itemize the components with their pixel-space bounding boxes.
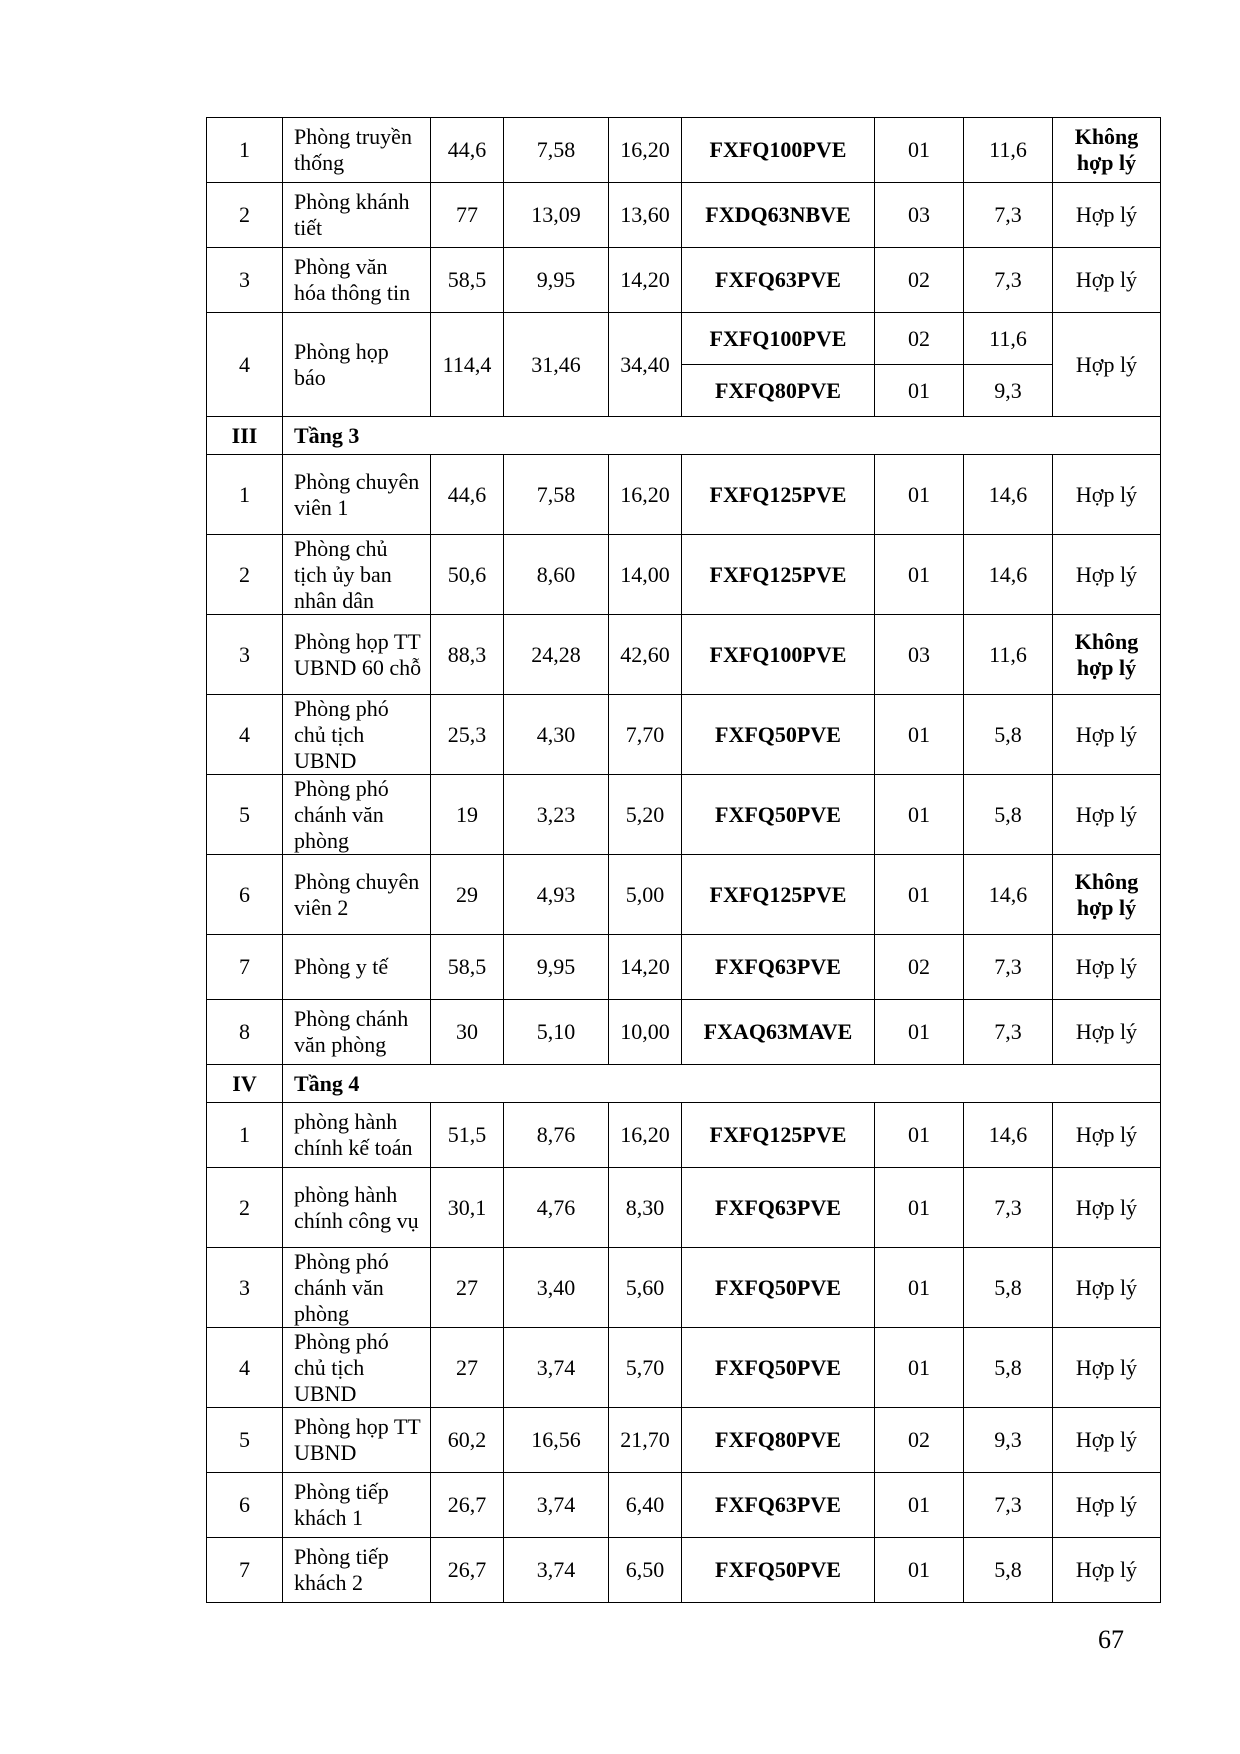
cell-capacity: 5,00 [609,855,682,935]
cell-quantity: 01 [875,855,964,935]
table-row [207,1408,1161,1473]
section-title: Tầng 3 [283,417,1161,455]
cell-capacity: 16,20 [609,118,682,183]
cell-evaluation: Không hợp lý [1053,855,1161,935]
cell-quantity: 03 [875,615,964,695]
cell-area: 25,3 [431,695,504,775]
cell-load: 9,95 [504,935,609,1000]
cell-room-name: Phòng khánh tiết [283,183,431,248]
cell-unit-capacity: 5,8 [964,1538,1053,1603]
cell-unit-capacity: 7,3 [964,1168,1053,1248]
cell-load: 8,76 [504,1103,609,1168]
cell-quantity: 02 [875,248,964,313]
cell-area: 29 [431,855,504,935]
cell-stt: 7 [207,935,283,1000]
cell-capacity: 10,00 [609,1000,682,1065]
cell-area: 27 [431,1248,504,1328]
cell-stt: 1 [207,1103,283,1168]
cell-quantity: 01 [875,1000,964,1065]
cell-unit-capacity: 5,8 [964,1328,1053,1408]
cell-capacity: 16,20 [609,455,682,535]
cell-capacity: 14,00 [609,535,682,615]
cell-evaluation: Hợp lý [1053,1473,1161,1538]
cell-unit-capacity: 7,3 [964,935,1053,1000]
section-roman: IV [207,1065,283,1103]
cell-room-name: Phòng họp báo [283,313,431,417]
cell-quantity: 02 [875,1408,964,1473]
cell-stt: 4 [207,695,283,775]
cell-load: 4,93 [504,855,609,935]
cell-model: FXFQ100PVE [682,118,875,183]
cell-load: 3,74 [504,1538,609,1603]
cell-quantity: 01 [875,1473,964,1538]
cell-quantity: 01 [875,455,964,535]
table-row [207,775,1161,855]
cell-unit-capacity: 11,6 [964,615,1053,695]
table-row [207,615,1161,695]
cell-area: 30 [431,1000,504,1065]
table-row [207,935,1161,1000]
cell-area: 26,7 [431,1473,504,1538]
cell-load: 31,46 [504,313,609,417]
cell-area: 88,3 [431,615,504,695]
cell-quantity: 01 [875,695,964,775]
cell-area: 58,5 [431,935,504,1000]
cell-unit-capacity: 5,8 [964,1248,1053,1328]
cell-load: 3,23 [504,775,609,855]
cell-evaluation: Hợp lý [1053,535,1161,615]
cell-evaluation: Hợp lý [1053,935,1161,1000]
cell-quantity: 02 [875,935,964,1000]
cell-quantity: 01 [875,1538,964,1603]
cell-area: 19 [431,775,504,855]
cell-area: 77 [431,183,504,248]
cell-unit-capacity: 14,6 [964,455,1053,535]
cell-stt: 2 [207,1168,283,1248]
cell-stt: 6 [207,1473,283,1538]
cell-model: FXFQ50PVE [682,775,875,855]
cell-load: 3,40 [504,1248,609,1328]
cell-capacity: 8,30 [609,1168,682,1248]
cell-capacity: 6,50 [609,1538,682,1603]
cell-model: FXFQ125PVE [682,455,875,535]
cell-evaluation: Không hợp lý [1053,615,1161,695]
cell-model: FXFQ50PVE [682,1328,875,1408]
cell-room-name: Phòng chuyên viên 1 [283,455,431,535]
cell-stt: 7 [207,1538,283,1603]
cell-capacity: 5,70 [609,1328,682,1408]
cell-room-name: Phòng truyền thống [283,118,431,183]
cell-room-name: Phòng phó chánh văn phòng [283,775,431,855]
cell-quantity: 01 [875,775,964,855]
table-row [207,1538,1161,1603]
section-title: Tầng 4 [283,1065,1161,1103]
cell-capacity: 14,20 [609,248,682,313]
cell-stt: 5 [207,1408,283,1473]
cell-model: FXDQ63NBVE [682,183,875,248]
cell-evaluation: Hợp lý [1053,1168,1161,1248]
section-header-floor-3 [207,417,1161,455]
table-row [207,183,1161,248]
cell-model: FXFQ63PVE [682,1168,875,1248]
section-roman: III [207,417,283,455]
cell-load: 24,28 [504,615,609,695]
cell-area: 50,6 [431,535,504,615]
cell-area: 51,5 [431,1103,504,1168]
table-row [207,1103,1161,1168]
cell-evaluation: Hợp lý [1053,183,1161,248]
cell-load: 4,76 [504,1168,609,1248]
cell-evaluation: Hợp lý [1053,695,1161,775]
table-row [207,455,1161,535]
cell-area: 44,6 [431,455,504,535]
cell-model: FXFQ100PVE [682,615,875,695]
table-row [207,1000,1161,1065]
cell-load: 7,58 [504,118,609,183]
cell-model: FXFQ125PVE [682,535,875,615]
cell-quantity: 01 [875,118,964,183]
table-row-split [207,313,1161,365]
cell-model: FXFQ63PVE [682,248,875,313]
cell-stt: 4 [207,313,283,417]
cell-room-name: Phòng họp TT UBND [283,1408,431,1473]
cell-evaluation: Hợp lý [1053,248,1161,313]
cell-quantity: 01 [875,1328,964,1408]
cell-evaluation: Hợp lý [1053,1248,1161,1328]
cell-capacity: 13,60 [609,183,682,248]
cell-model: FXFQ125PVE [682,855,875,935]
cell-stt: 2 [207,183,283,248]
cell-model: FXFQ125PVE [682,1103,875,1168]
cell-unit-capacity: 5,8 [964,775,1053,855]
cell-room-name: Phòng tiếp khách 1 [283,1473,431,1538]
cell-quantity: 02 [875,313,964,365]
cell-capacity: 6,40 [609,1473,682,1538]
cell-evaluation: Hợp lý [1053,775,1161,855]
cell-model: FXFQ80PVE [682,1408,875,1473]
cell-quantity: 01 [875,365,964,417]
cell-room-name: Phòng chủ tịch ủy ban nhân dân [283,535,431,615]
cell-load: 7,58 [504,455,609,535]
cell-unit-capacity: 14,6 [964,535,1053,615]
table-row [207,1473,1161,1538]
cell-evaluation: Hợp lý [1053,455,1161,535]
cell-model: FXFQ50PVE [682,1538,875,1603]
cell-unit-capacity: 7,3 [964,1473,1053,1538]
cell-stt: 1 [207,118,283,183]
cell-load: 3,74 [504,1473,609,1538]
cell-unit-capacity: 9,3 [964,365,1053,417]
cell-quantity: 01 [875,535,964,615]
cell-area: 58,5 [431,248,504,313]
cell-model: FXFQ100PVE [682,313,875,365]
cell-stt: 5 [207,775,283,855]
cell-room-name: Phòng chuyên viên 2 [283,855,431,935]
cell-capacity: 5,60 [609,1248,682,1328]
cell-room-name: Phòng văn hóa thông tin [283,248,431,313]
cell-unit-capacity: 9,3 [964,1408,1053,1473]
cell-load: 4,30 [504,695,609,775]
cell-stt: 2 [207,535,283,615]
cell-evaluation: Hợp lý [1053,1538,1161,1603]
cell-quantity: 01 [875,1248,964,1328]
cell-evaluation: Hợp lý [1053,1103,1161,1168]
cell-stt: 1 [207,455,283,535]
cell-unit-capacity: 7,3 [964,183,1053,248]
cell-load: 9,95 [504,248,609,313]
cell-load: 16,56 [504,1408,609,1473]
cell-area: 44,6 [431,118,504,183]
cell-area: 114,4 [431,313,504,417]
cell-unit-capacity: 7,3 [964,248,1053,313]
cell-room-name: Phòng y tế [283,935,431,1000]
cell-load: 5,10 [504,1000,609,1065]
cell-model: FXFQ50PVE [682,695,875,775]
cell-quantity: 03 [875,183,964,248]
cell-stt: 4 [207,1328,283,1408]
cell-model: FXFQ50PVE [682,1248,875,1328]
cell-room-name: Phòng họp TT UBND 60 chỗ [283,615,431,695]
cell-capacity: 21,70 [609,1408,682,1473]
cell-evaluation: Hợp lý [1053,313,1161,417]
cell-room-name: Phòng chánh văn phòng [283,1000,431,1065]
cell-unit-capacity: 14,6 [964,855,1053,935]
cell-evaluation: Hợp lý [1053,1408,1161,1473]
cell-room-name: Phòng phó chủ tịch UBND [283,1328,431,1408]
cell-area: 26,7 [431,1538,504,1603]
cell-room-name: Phòng phó chánh văn phòng [283,1248,431,1328]
cell-unit-capacity: 11,6 [964,313,1053,365]
cell-room-name: phòng hành chính kế toán [283,1103,431,1168]
cell-quantity: 01 [875,1103,964,1168]
section-header-floor-4 [207,1065,1161,1103]
cell-evaluation: Hợp lý [1053,1328,1161,1408]
cell-unit-capacity: 7,3 [964,1000,1053,1065]
cell-evaluation: Không hợp lý [1053,118,1161,183]
cell-stt: 8 [207,1000,283,1065]
cell-stt: 3 [207,615,283,695]
page-number: 67 [1098,1625,1124,1654]
cell-capacity: 16,20 [609,1103,682,1168]
cell-room-name: Phòng tiếp khách 2 [283,1538,431,1603]
cell-model: FXAQ63MAVE [682,1000,875,1065]
cell-capacity: 7,70 [609,695,682,775]
cell-room-name: Phòng phó chủ tịch UBND [283,695,431,775]
cell-stt: 3 [207,1248,283,1328]
table-row [207,248,1161,313]
cell-stt: 3 [207,248,283,313]
cell-unit-capacity: 5,8 [964,695,1053,775]
table-row [207,1328,1161,1408]
cell-capacity: 34,40 [609,313,682,417]
table-row [207,855,1161,935]
cell-capacity: 42,60 [609,615,682,695]
cell-capacity: 14,20 [609,935,682,1000]
equipment-table [206,117,1161,1603]
table-row [207,1168,1161,1248]
table-row [207,695,1161,775]
cell-evaluation: Hợp lý [1053,1000,1161,1065]
cell-model: FXFQ63PVE [682,935,875,1000]
cell-unit-capacity: 14,6 [964,1103,1053,1168]
cell-area: 60,2 [431,1408,504,1473]
cell-area: 30,1 [431,1168,504,1248]
cell-model: FXFQ80PVE [682,365,875,417]
table-row [207,118,1161,183]
cell-load: 13,09 [504,183,609,248]
cell-stt: 6 [207,855,283,935]
cell-room-name: phòng hành chính công vụ [283,1168,431,1248]
cell-load: 8,60 [504,535,609,615]
cell-quantity: 01 [875,1168,964,1248]
cell-unit-capacity: 11,6 [964,118,1053,183]
cell-area: 27 [431,1328,504,1408]
cell-capacity: 5,20 [609,775,682,855]
cell-model: FXFQ63PVE [682,1473,875,1538]
table-row [207,535,1161,615]
table-row [207,1248,1161,1328]
cell-load: 3,74 [504,1328,609,1408]
